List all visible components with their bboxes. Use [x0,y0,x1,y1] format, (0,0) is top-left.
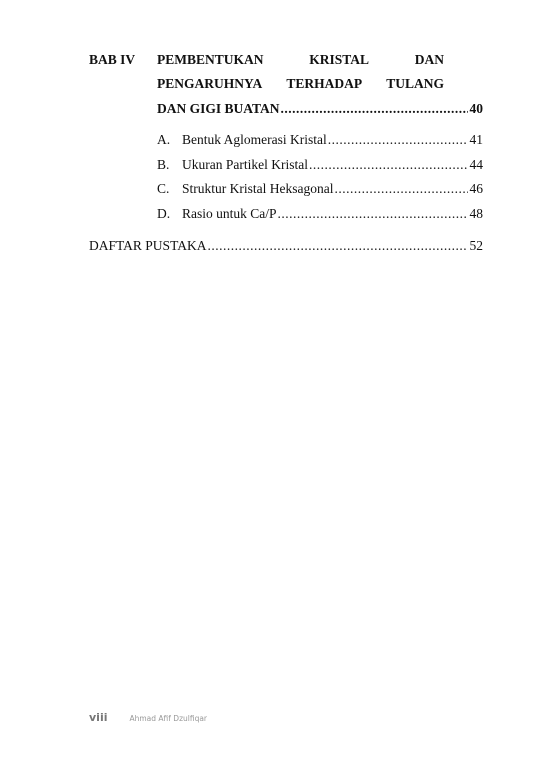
section-page-number: 48 [469,206,483,221]
section-letter: C. [157,181,170,196]
chapter-title-word: TERHADAP [286,76,363,91]
bibliography-page-number: 52 [469,238,483,253]
section-page-number: 46 [469,181,483,196]
chapter-page-number: 40 [469,101,483,116]
dot-leader [334,181,467,197]
chapter-title-word: PEMBENTUKAN [157,52,264,67]
section-title: Bentuk Aglomerasi Kristal [182,132,327,147]
section-title: Rasio untuk Ca/P [182,206,277,221]
page-footer [89,711,207,724]
section-entry-c[interactable] [157,181,483,197]
bibliography-entry[interactable] [89,238,483,254]
chapter-title-line-1 [157,52,444,68]
chapter-title-line-2 [157,76,444,92]
chapter-entry[interactable] [157,101,483,117]
chapter-title-word: KRISTAL [309,52,370,67]
section-page-number: 41 [469,132,483,147]
bibliography-title: DAFTAR PUSTAKA [89,238,207,253]
chapter-label: BAB IV [89,52,136,67]
dot-leader [309,157,468,173]
chapter-title-line-3: DAN GIGI BUATAN [157,101,280,116]
section-entry-b[interactable] [157,157,483,173]
section-letter: A. [157,132,171,147]
footer-author: Ahmad Afif Dzulfiqar [129,714,208,723]
dot-leader [207,238,467,254]
section-title: Struktur Kristal Heksagonal [182,181,334,196]
section-title: Ukuran Partikel Kristal [182,157,308,172]
dot-leader [278,206,468,222]
section-letter: B. [157,157,170,172]
footer-page-number: viii [89,711,108,724]
dot-leader [328,132,468,148]
dot-leader [281,101,468,117]
section-letter: D. [157,206,171,221]
chapter-title-word: DAN [414,52,444,67]
section-page-number: 44 [469,157,483,172]
chapter-title-word: TULANG [386,76,444,91]
chapter-title-word: PENGARUHNYA [157,76,263,91]
section-entry-a[interactable] [157,132,483,148]
section-entry-d[interactable] [157,206,483,222]
